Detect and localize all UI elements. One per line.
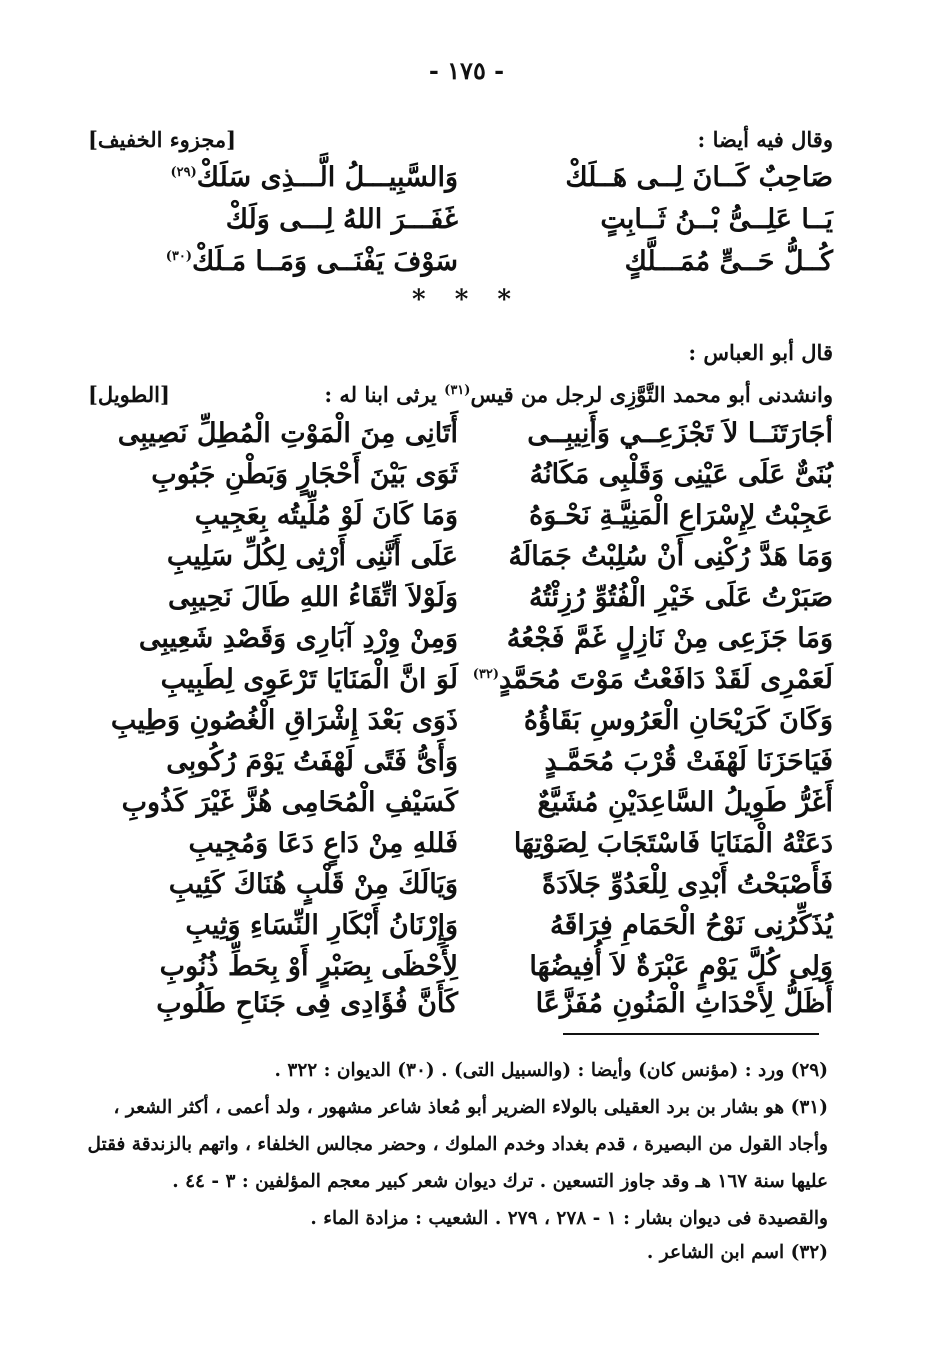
hemistich-second: كَسَيْفِ الْمُحَامِى هُزَّ غَيْرَ كَذُوبِ [121, 787, 458, 818]
poem2-intro-end: يرثى ابنا له : [324, 382, 445, 407]
poem2-meter: [الطويل] [88, 382, 170, 407]
hemistich-second: ذَوَى بَعْدَ إِشْرَاقِ الْغُصُونِ وَطِيبِ [110, 705, 458, 736]
hemistich-first: وَمَا هَدَّ رُكْنِى أَنْ سُلِبْتُ جَمَالَهُ [508, 541, 833, 572]
section-separator-stars: * * * [412, 285, 521, 315]
hemistich-text: سَوْفَ يَفْنَــى وَمَــا مَـلَكْ [191, 246, 458, 277]
hemistich-text: غَفَـــرَ اللهُ لِـــى وَلَكْ [225, 204, 458, 235]
poem2-intro [324, 382, 833, 407]
hemistich-first: صَاحِبٌ كَــانَ لِــى هَــلَكْ [565, 162, 833, 193]
hemistich-second: ثَوَى بَيْنَ أَحْجَارٍ وَبَطْنِ جَبُوبِ [151, 459, 458, 490]
hemistich-first: أجَارَتَنَــا لاَ تَجْزَعِــي وَأَنِيبِــى [527, 418, 833, 449]
hemistich-first: وَلِى كُلَّ يَوْمٍ عَبْرَةٌ لاَ أُفِيضُهَا [529, 951, 833, 982]
hemistich-second: لَوَ انَّ الْمَنَايَا تَرْعَوِى لِطَبِيبِ [160, 664, 458, 695]
poem1-meter: [مجزوء الخفيف] [88, 127, 237, 152]
footnote-ref: (٢٩) [170, 165, 197, 180]
poem1-header [88, 127, 833, 163]
hemistich-second: وَلَوْلاَ اتِّقَاءُ اللهِ طَالَ نَحِيبِى [167, 582, 458, 613]
hemistich-second [88, 162, 458, 193]
footnote-line: والقصيدة فى ديوان بشار : ١ - ٢٧٨ ، ٢٧٩ . الشعيب : مزادة الماء . [310, 1208, 828, 1229]
footnote-separator [563, 1033, 819, 1035]
hemistich-first: يَــا عَلِــىُّ بْــنُ ثَــابِتٍ [600, 204, 833, 235]
hemistich-second: وَمَا كَانَ لَوْ مُلِّيتُه بِعَجِيبِ [194, 500, 458, 531]
footnote-ref: (٣١) [444, 383, 471, 398]
hemistich-first: صَبَرْتُ عَلَى خَيْرِ الْفُتُوِّ رُزِئْتُهُ [529, 582, 833, 613]
hemistich-second: فَللهِ مِنْ دَاعٍ دَعَا وَمُجِيبِ [188, 828, 458, 859]
poem2-intro-text: وانشدنى أبو محمد التَّوَّزِى لرجل من قيس [470, 382, 833, 407]
hemistich-second: أَتَانِى مِنَ الْمَوْتِ الْمُطِلِّ نَصِيبِى [117, 418, 458, 449]
footnote-line: وأجاد القول من البصيرة ، قدم بغداد وخدم الملوك ، وحضر مجالس الخلفاء ، واتهم بالزندقة فقتل [87, 1134, 828, 1155]
hemistich-first: وَمَا جَزَعِى مِنْ نَازِلٍ غَمَّ فَجْعُهُ [506, 623, 833, 654]
hemistich-first [473, 664, 833, 695]
hemistich-first: فَيَاحَزَنَا لَهْفَتْ قُرْبَ مُحَمَّـدٍ [544, 746, 833, 777]
footnote-ref: (٣٢) [472, 667, 499, 682]
hemistich-second: وَإِرْنَانُ أَبْكَارِ النِّسَاءِ وَثِيبِ [185, 910, 458, 941]
hemistich-second: كَأَنَّ فُؤَادِى فِى جَنَاحِ طَلُوبِ [156, 988, 458, 1019]
page-number: - ١٧٥ - [428, 56, 505, 85]
hemistich-second: لِأَحْظَى بِصَبْرٍ أَوْ بِحَطِّ ذُنُوبِ [159, 951, 458, 982]
footnote-ref: (٣٠) [165, 249, 192, 264]
hemistich-second [88, 204, 458, 235]
poem2-verse [88, 988, 833, 1038]
footnote-line: (٣٢) اسم ابن الشاعر . [646, 1242, 828, 1263]
hemistich-first: أَظَلُّ لِأَحْدَاثِ الْمَنُونِ مُفَزَّعًا [535, 988, 833, 1019]
hemistich-first: وَكَانَ كَرَيْحَانِ الْعَرُوسِ بَقَاؤُهُ [523, 705, 833, 736]
speaker-line: قال أبو العباس : [688, 340, 833, 365]
hemistich-second: عَلَى أَنَّنِى أَرْثِى لِكُلِّ سَلِيبِ [166, 541, 458, 572]
hemistich-first: عَجِبْتُ لِإِسْرَاعِ الْمَنِيَّـةِ نَحْـوَهُ [529, 500, 833, 531]
hemistich-first: فَأَصْبَحْتُ أَبْدِى لِلْعَدُوِّ جَلاَدَةً [541, 869, 833, 900]
hemistich-text: لَعَمْرِى لَقَدْ دَافَعْتُ مَوْتَ مُحَمَّدٍ [498, 664, 833, 695]
footnote-line: عليها سنة ١٦٧ هـ وقد جاوز التسعين . ترك ديوان شعر كبير معجم المؤلفين : ٣ - ٤٤ . [172, 1171, 828, 1192]
hemistich-first: كُــلُّ حَــىٍّ مُمَـــلَّكٍ [624, 246, 833, 277]
hemistich-second [88, 246, 458, 277]
poem1-intro: وقال فيه أيضا : [697, 127, 833, 152]
footnote-line: (٢٩) ورد : (مؤنس كان) وأيضا : (والسبيل التى) . (٣٠) الديوان : ٣٢٢ . [274, 1060, 828, 1081]
hemistich-first: يُذَكِّرُنِى نَوْحُ الْحَمَامِ فِرَاقَهُ [550, 910, 833, 941]
footnote-line: (٣١) هو بشار بن برد العقيلى بالولاء الضرير أبو مُعاذ شاعر مشهور ، ولد أعمى ، أكثر الشعر ، [113, 1097, 828, 1118]
hemistich-first: بُنَىٌّ عَلَى عَيْنِى وَقَلْبِى مَكَانُهُ [529, 459, 833, 490]
hemistich-second: وَمِنْ وِرْدِ آبَارِى وَقَصْدِ شَعِيبِى [138, 623, 458, 654]
hemistich-first: أَغَرُّ طَوِيلُ السَّاعِدَيْنِ مُشَيَّعٌ [537, 787, 833, 818]
hemistich-first: دَعَتْهُ الْمَنَايَا فَاسْتَجَابَ لِصَوْتِهَا [513, 828, 833, 859]
hemistich-second: وَأَىُّ فَتًى لَهْفَتُ يَوْمَ رُكُوبِى [166, 746, 458, 777]
hemistich-second: وَيَالَكَ مِنْ قَلْبٍ هُنَاكَ كَئِيبِ [168, 869, 458, 900]
poem2-header [88, 382, 833, 418]
hemistich-text: وَالسَّبِيـــلُ الَّـــذِى سَلَكْ [196, 162, 458, 193]
